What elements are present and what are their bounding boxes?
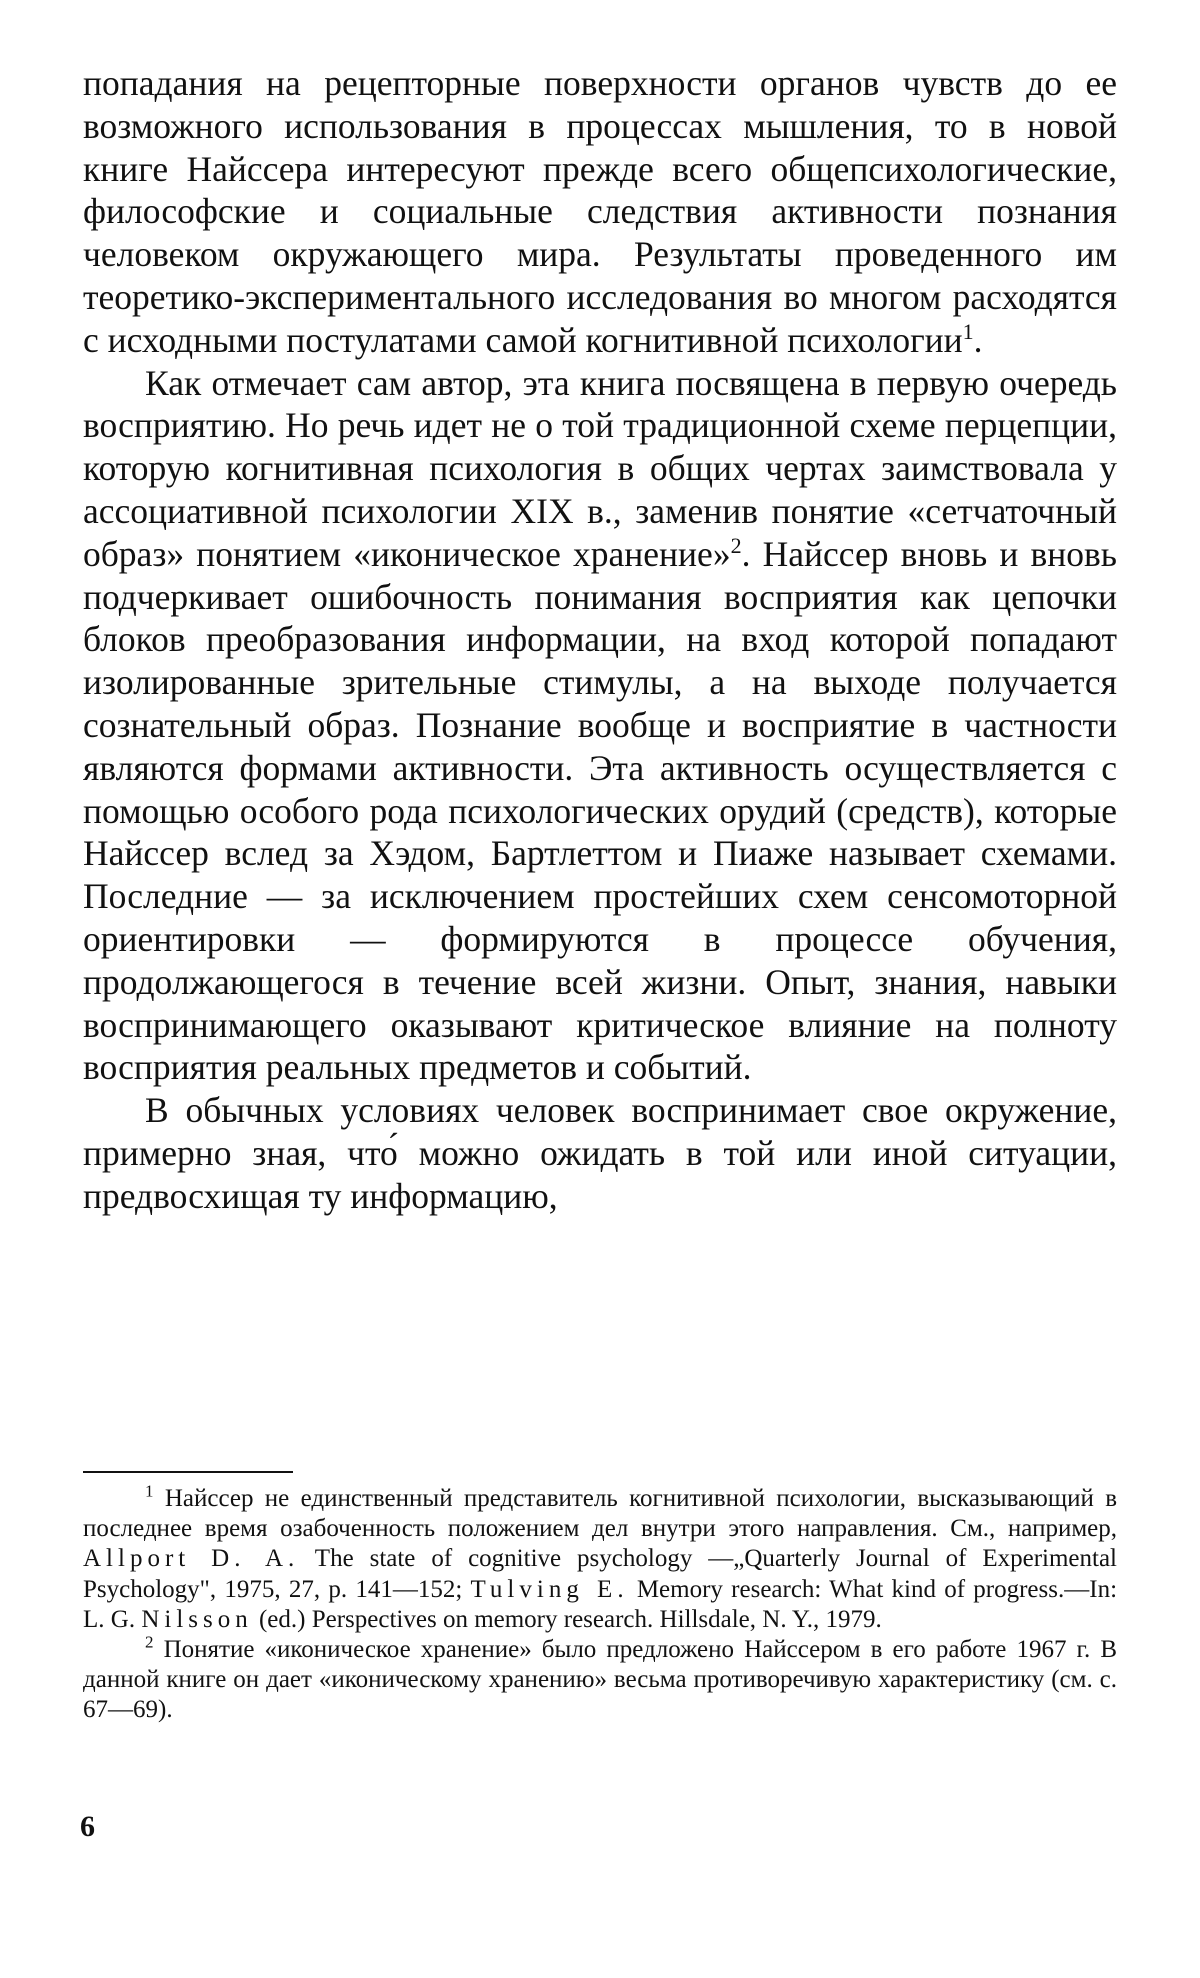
page-body — [83, 62, 1117, 1218]
footnote-reference-1[interactable]: 1 — [962, 318, 974, 344]
footnote-1-number: 1 — [145, 1481, 154, 1501]
footnote-1-text-c: Memory research: What kind of progress.—In: L. G. — [83, 1575, 1118, 1633]
paragraph-3-text: В обычных условиях человек воспринимает свое окружение, примерно зная, что́ можно ожидать в той или иной ситуации, предвосхищая ту информацию, — [83, 1090, 1117, 1216]
footnote-separator — [83, 1471, 293, 1473]
footnote-1 — [83, 1481, 1118, 1635]
footnote-2-text: Понятие «иконическое хранение» было предложено Найссером в его работе 1967 г. В данной книге он дает «иконическому хранению» весьма противоречивую характеристику (см. с. 67—69). — [83, 1636, 1117, 1724]
footnote-reference-2[interactable]: 2 — [730, 532, 742, 558]
paragraph-1-end: . — [973, 319, 983, 360]
paragraph-1 — [83, 62, 1117, 362]
footnote-1-text-a: Найссер не единственный представитель когнитивной психологии, высказывающий в последнее время озабоченность положением дел внутри этого направления. См., например, — [83, 1485, 1118, 1543]
paragraph-2 — [83, 362, 1117, 1090]
page-number: 6 — [80, 1810, 95, 1843]
paragraph-3 — [83, 1089, 1117, 1217]
footnote-1-author-tulving: Tulving E. — [470, 1575, 629, 1603]
footnote-1-author-allport: Allport D. A. — [83, 1545, 300, 1573]
paragraph-2-text-end: . Найссер вновь и вновь подчеркивает ошибочность понимания восприятия как цепочки блоков преобразования информации, на вход которой попадают изолированные зрительные стимулы, а на выходе получается сознательный образ. Познание вообще и восприятие в частности являются формами активности. Эта активность осуществляется с помощью особого рода психологических орудий (средств), которые Найссер вслед за Хэдом, Бартлеттом и Пиаже называет схемами. Последние — за исключением простейших схем сенсомоторной ориентировки — формируются в процессе обучения, продолжающегося в течение всей жизни. Опыт, знания, навыки воспринимающего оказывают критическое влияние на полноту восприятия реальных предметов и событий. — [83, 533, 1117, 1088]
footnotes — [83, 1481, 1118, 1726]
main-text — [83, 62, 1117, 1218]
footnote-1-text-d: (ed.) Perspectives on memory research. Hillsdale, N. Y., 1979. — [258, 1605, 882, 1633]
footnote-1-text-b: The state of cognitive psychology —„Quarterly Journal of Experimental Psychology", 1975, 27, p. 141—152; — [83, 1545, 1117, 1603]
footnote-2-number: 2 — [145, 1632, 154, 1652]
paragraph-1-text: попадания на рецепторные поверхности органов чувств до ее возможного использования в процессах мышления, то в новой книге Найссера интересуют прежде всего общепсихологические, философские и социальные следствия активности познания человеком окружающего мира. Результаты проведенного им теоретико-экспериментального исследования во многом расходятся с исходными постулатами самой когнитивной психологии — [83, 63, 1117, 360]
paragraph-2-text-start: Как отмечает сам автор, эта книга посвящена в первую очередь восприятию. Но речь идет не о той традиционной схеме перцепции, которую когнитивная психология в общих чертах заимствовала у ассоциативной психологии XIX в., заменив понятие «сетчаточный образ» понятием «иконическое хранение» — [83, 362, 1117, 574]
footnote-2 — [83, 1632, 1117, 1726]
footnote-1-author-nilsson: Nilsson — [141, 1605, 253, 1633]
